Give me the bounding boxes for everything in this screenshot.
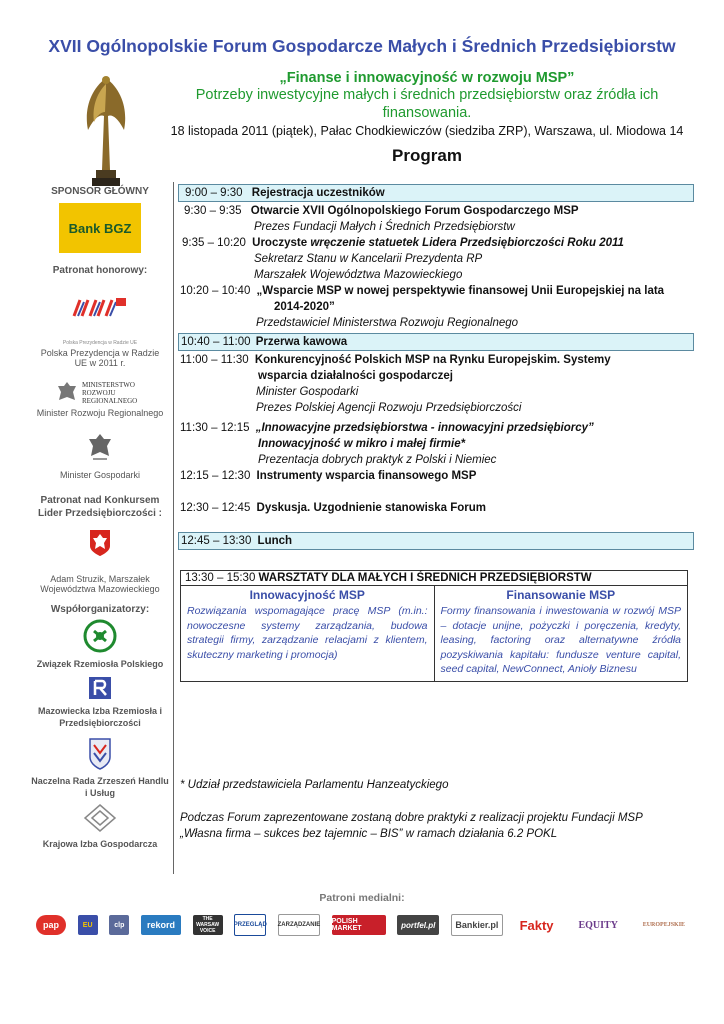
ministry-logo-text: MINISTERSTWO ROZWOJU REGIONALNEGO (82, 381, 138, 405)
ministry-logo (30, 380, 170, 406)
subtitle-block (170, 70, 684, 166)
practice-note (180, 810, 680, 842)
row-speaker: Prezes Fundacji Małych i Średnich Przedsiębiorstw (254, 221, 515, 233)
row-title: Lunch (257, 535, 293, 547)
row-speaker: Sekretarz Stanu w Kancelarii Prezydenta RP (254, 253, 483, 265)
nrzhu-caption: Naczelna Rada Zrzeszeń Handlu i Usług (31, 776, 169, 798)
pap-logo: pap (36, 915, 66, 935)
row-speaker: Prezes Polskiej Agencji Rozwoju Przedsiębiorczości (256, 402, 522, 414)
row-title: Uroczyste (252, 237, 311, 249)
col-title: Innowacyjność MSP (249, 588, 365, 602)
presidency-small-text: Polska Prezydencja w Radzie UE (62, 340, 138, 346)
col-text: Formy finansowania i inwestowania w rozwój MSP – dotacje unijne, pożyczki i poręczenia, kredyty, leasing, factoring oraz alternatywne źródła pozyskiwania kapitału: fundusze venture capital, seed capital, NewConnect, Anioły Biznesu (440, 605, 681, 675)
zrp-caption: Związek Rzemiosła Polskiego (36, 659, 164, 669)
row-title: Rejestracja uczestników (251, 187, 385, 199)
row-title: Przerwa kawowa (255, 336, 348, 348)
row-title: Instrumenty wsparcia finansowego MSP (256, 470, 477, 482)
workshop-col-innovation (181, 586, 434, 681)
sidebar-divider (173, 182, 174, 874)
nrzhu-logo (88, 737, 112, 771)
schedule-row (178, 235, 694, 251)
zarzadzanie-logo: ZARZĄDZANIE (278, 914, 320, 936)
slogan: „Finanse i innowacyjność w rozwoju MSP” (279, 70, 575, 86)
row-time: 12:45 – 13:30 (181, 535, 252, 547)
workshop-col-finance (434, 586, 688, 681)
row-time: 11:30 – 12:15 (180, 422, 250, 434)
row-title-cont: wsparcia działalności gospodarczej (258, 370, 453, 382)
warsaw-voice-logo: THE WARSAW VOICE (193, 915, 223, 935)
statue-logo (80, 70, 132, 190)
row-time: 12:15 – 12:30 (180, 470, 251, 482)
workshop-time: 13:30 – 15:30 (185, 572, 256, 584)
sidebar (30, 186, 170, 849)
row-title: Otwarcie XVII Ogólnopolskiego Forum Gospodarczego MSP (250, 205, 579, 217)
equity-logo: EQUITY (570, 915, 626, 935)
contest-label: Patronat nad Konkursem Lider Przedsiębiorczości : (38, 495, 162, 519)
coorg-label: Współorganizatorzy: (50, 604, 150, 615)
col-title: Finansowanie MSP (506, 588, 616, 602)
eu-logo: EU (78, 915, 98, 935)
row-speaker: Prezentacja dobrych praktyk z Polski i Niemiec (258, 454, 497, 466)
workshop-table (180, 570, 688, 682)
row-title: Konkurencyjność Polskich MSP na Rynku Europejskim. Systemy (254, 354, 611, 366)
marshal-caption: Adam Struzik, Marszałek Województwa Mazowieckiego (40, 574, 160, 594)
clp-logo: clp (109, 915, 129, 935)
schedule-row (178, 333, 694, 351)
row-time: 11:00 – 11:30 (180, 354, 249, 366)
practice-line-1: Podczas Forum zaprezentowane zostaną dobre praktyki z realizacji projektu Fundacji MSP (180, 812, 643, 824)
kig-caption: Krajowa Izba Gospodarcza (42, 839, 158, 849)
media-patrons-label: Patroni medialni: (319, 892, 405, 904)
mazowiecka-caption: Mazowiecka Izba Rzemiosła i Przedsiębiorczości (37, 706, 163, 728)
sponsor-label: SPONSOR GŁÓWNY (51, 186, 149, 197)
row-speaker: Marszałek Województwa Mazowieckiego (254, 269, 463, 281)
date-place: 18 listopada 2011 (piątek), Pałac Chodkiewiczów (siedziba ZRP), Warszawa, ul. Miodowa 14 (170, 124, 684, 138)
mazowiecka-logo (87, 675, 113, 701)
media-logos (36, 912, 690, 938)
row-title-cont: Innowacyjność w mikro i małej firmie* (258, 438, 466, 450)
workshop-title: WARSZTATY DLA MAŁYCH I ŚREDNICH PRZEDSIĘBIORSTW (258, 572, 592, 584)
subtitle: Potrzeby inwestycyjne małych i średnich przedsiębiorstw oraz źródła ich finansowania. (195, 87, 659, 121)
row-speaker: Minister Gospodarki (256, 386, 359, 398)
zrp-logo (83, 619, 117, 653)
row-time: 12:30 – 12:45 (180, 502, 251, 514)
schedule-row (178, 500, 694, 516)
schedule-row (178, 468, 694, 484)
polish-market-logo: POLISH MARKET (332, 915, 386, 935)
row-title: Dyskusja. Uzgodnienie stanowiska Forum (256, 502, 486, 514)
schedule-row (178, 184, 694, 202)
eagle-icon (56, 380, 78, 406)
presidency-caption: Polska Prezydencja w Radzie UE w 2011 r. (40, 348, 160, 368)
schedule-row (178, 203, 694, 219)
schedule-row (178, 352, 694, 368)
bank-bgz-logo (59, 203, 141, 253)
przeglad-logo: PRZEGLĄD (234, 914, 266, 936)
row-time: 9:30 – 9:35 (184, 205, 242, 217)
kig-logo (83, 803, 117, 833)
rekord-logo: rekord (141, 915, 181, 935)
economy-caption: Minister Gospodarki (59, 470, 141, 480)
mazovia-coat-of-arms (88, 528, 112, 558)
practice-line-2: „Własna firma – sukces bez tajemnic – BIS” w ramach działania 6.2 POKL (180, 828, 558, 840)
col-text: Rozwiązania wspomagające pracę MSP (m.in.: nowoczesne systemy zarządzania, budowa strategii firmy, zarządzanie relacjami z klientem, skuteczny marketing i promocja) (187, 605, 428, 661)
row-time: 10:20 – 10:40 (180, 285, 251, 297)
fakty-logo: Fakty (515, 915, 559, 935)
page-title: XVII Ogólnopolskie Forum Gospodarcze Małych i Średnich Przedsiębiorstw (48, 36, 676, 56)
workshop-columns (181, 586, 687, 681)
ministry-caption: Minister Rozwoju Regionalnego (36, 408, 164, 418)
honorary-label: Patronat honorowy: (52, 265, 148, 276)
schedule-row (178, 532, 694, 550)
presidency-logo (70, 294, 130, 320)
schedule-row (178, 420, 694, 436)
row-time: 9:35 – 10:20 (182, 237, 246, 249)
row-title: „Innowacyjne przedsiębiorstwa - innowacyjni przedsiębiorcy” (255, 422, 594, 434)
row-time: 9:00 – 9:30 (185, 187, 243, 199)
schedule (178, 184, 694, 550)
bank-bgz-logo-text: Bank BGZ (68, 220, 132, 236)
row-title: „Wsparcie MSP w nowej perspektywie finansowej Unii Europejskiej na lata (256, 285, 665, 297)
schedule-row (178, 283, 694, 299)
europejskie-logo: EUROPEJSKIE (638, 915, 690, 935)
portfel-logo: portfel.pl (397, 915, 439, 935)
workshop-header (181, 571, 687, 586)
row-speaker: Przedstawiciel Ministerstwa Rozwoju Regionalnego (256, 317, 519, 329)
program-heading: Program (392, 146, 462, 165)
bankier-logo: Bankier.pl (451, 914, 503, 936)
row-title-italic: wręczenie statuetek Lidera Przedsiębiorczości Roku 2011 (310, 237, 624, 249)
row-title-cont: 2014-2020” (274, 301, 335, 313)
footnote: * Udział przedstawiciela Parlamentu Hanzeatyckiego (180, 779, 449, 791)
row-time: 10:40 – 11:00 (181, 336, 251, 348)
eagle-icon (87, 432, 113, 462)
